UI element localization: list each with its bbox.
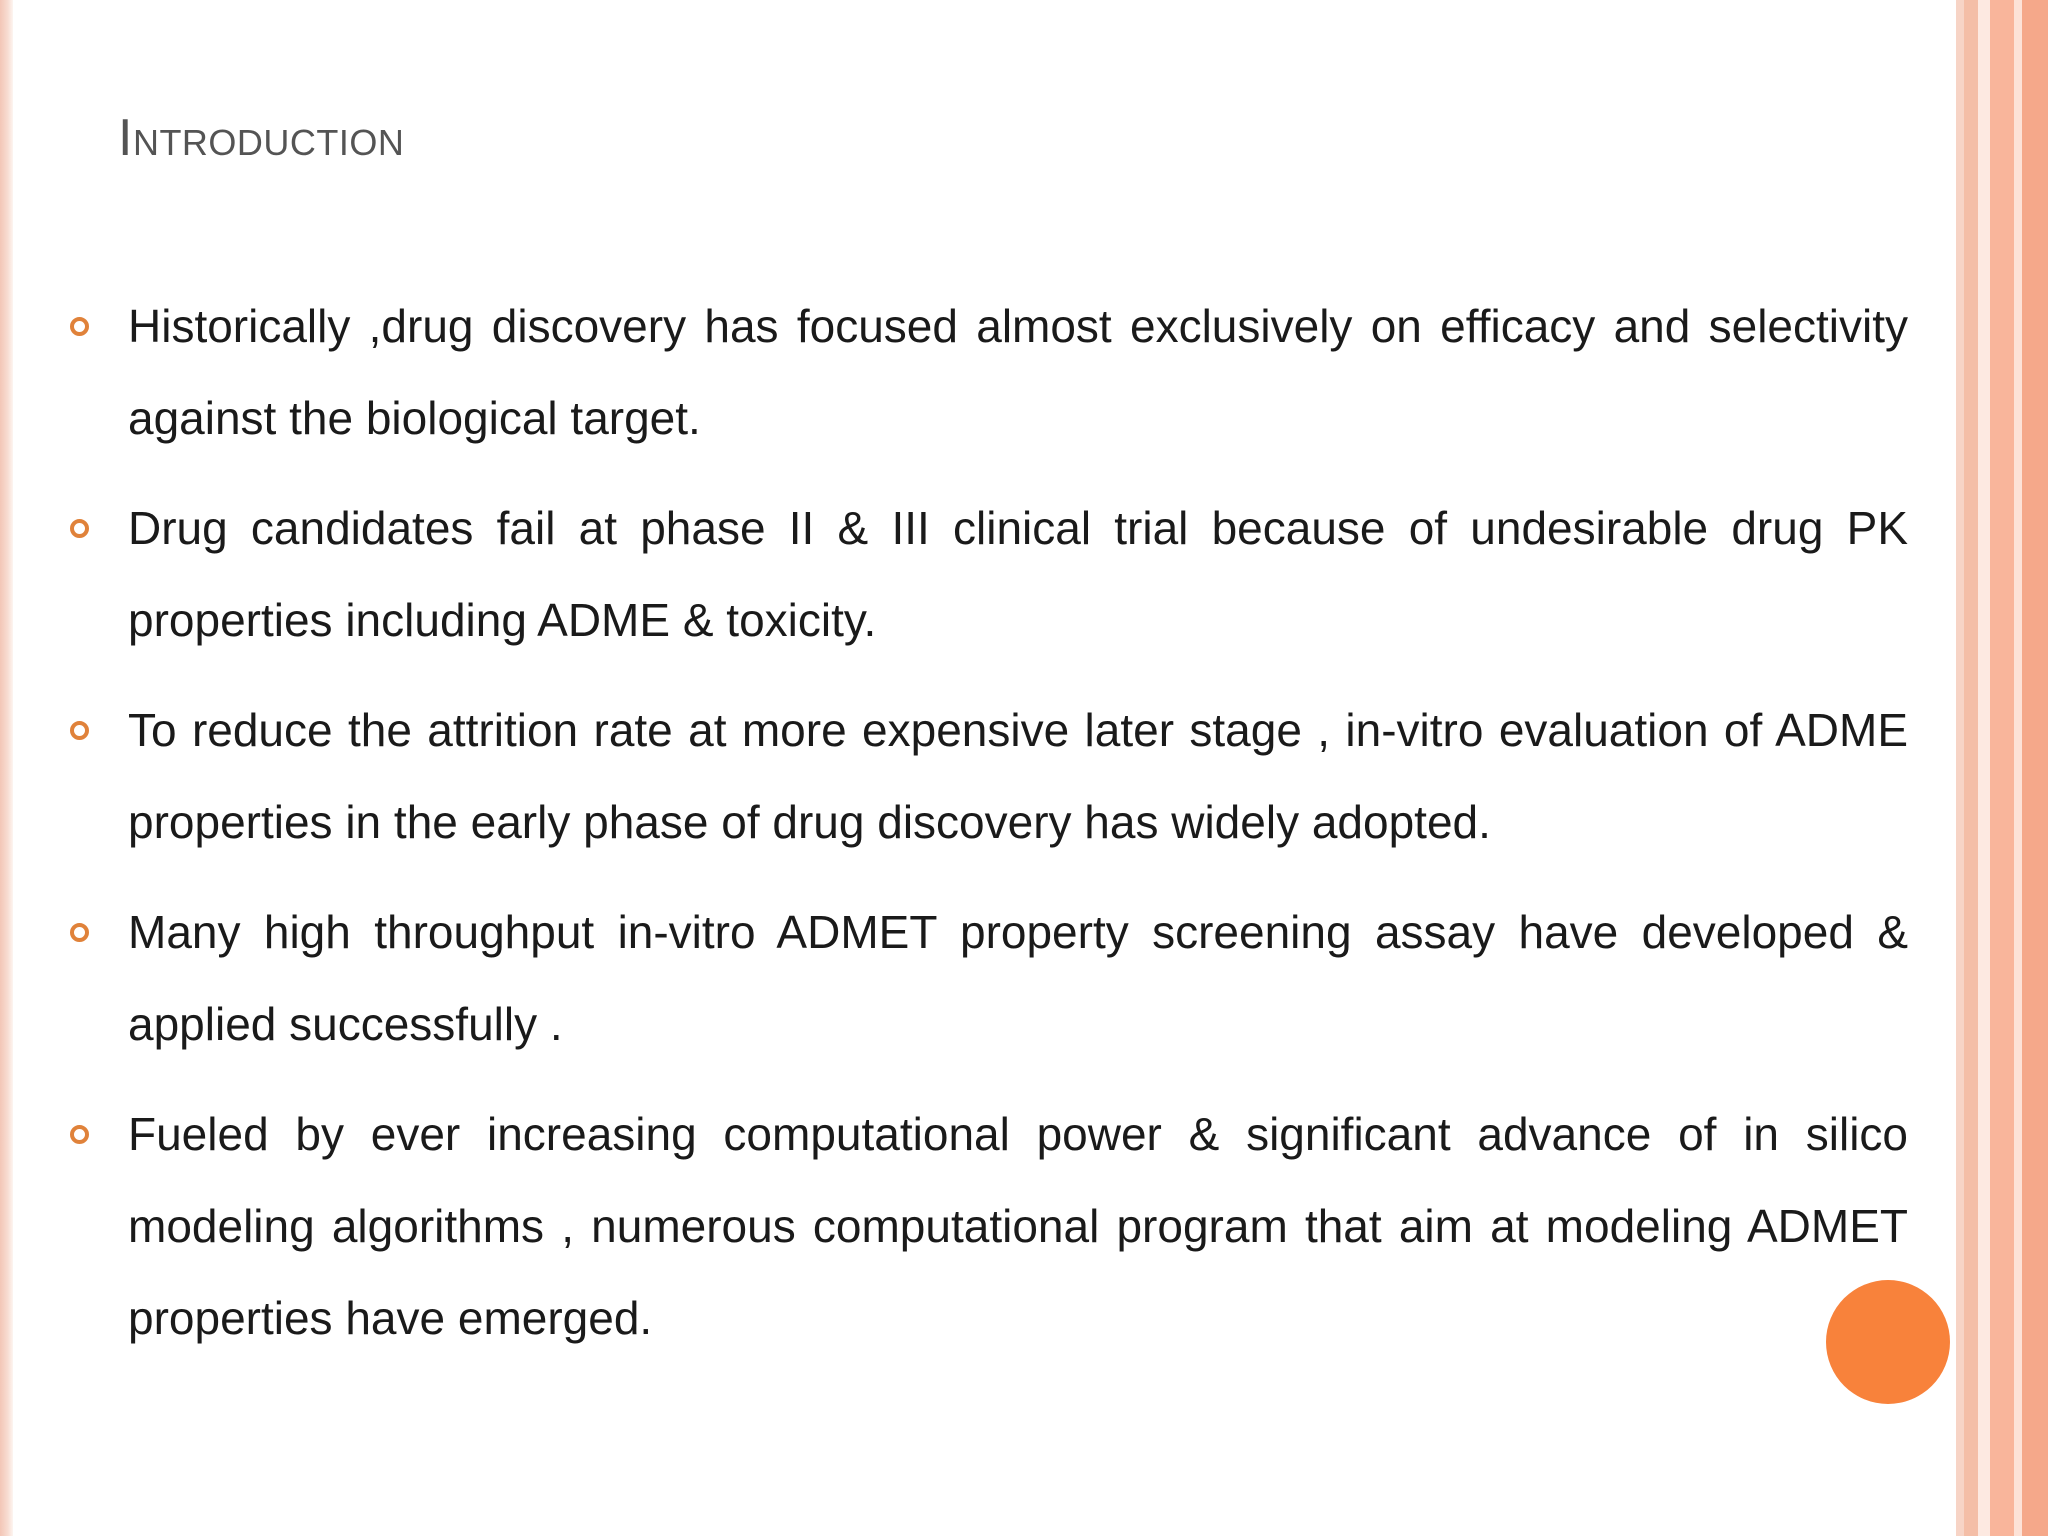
frame-stripe xyxy=(1956,0,1964,1536)
bullet-text: Historically ,drug discovery has focused almost exclusively on efficacy and selectivity against the biological target. xyxy=(128,300,1908,444)
bullet-item xyxy=(64,280,1908,464)
frame-stripe xyxy=(2014,0,2022,1536)
bullet-text: To reduce the attrition rate at more expensive later stage , in-vitro evaluation of ADME properties in the early phase of drug discovery has widely adopted. xyxy=(128,704,1908,848)
slide-title: Introduction xyxy=(118,109,405,167)
bullet-item xyxy=(64,1088,1908,1364)
bullet-item xyxy=(64,684,1908,868)
orange-circle-decoration xyxy=(1826,1280,1950,1404)
bullet-item xyxy=(64,482,1908,666)
bullet-text: Fueled by ever increasing computational power & significant advance of in silico modeling algorithms , numerous computational program that aim at modeling ADMET properties have emerged. xyxy=(128,1108,1908,1344)
right-decorative-frame xyxy=(1956,0,2048,1536)
bullet-text: Drug candidates fail at phase II & III clinical trial because of undesirable drug PK properties including ADME & toxicity. xyxy=(128,502,1908,646)
bullet-text: Many high throughput in-vitro ADMET property screening assay have developed & applied successfully . xyxy=(128,906,1908,1050)
bullet-list xyxy=(64,280,1908,1382)
hollow-circle-bullet-icon xyxy=(70,1125,89,1144)
hollow-circle-bullet-icon xyxy=(70,519,89,538)
bullet-item xyxy=(64,886,1908,1070)
frame-stripe xyxy=(1978,0,1990,1536)
frame-stripe xyxy=(2022,0,2048,1536)
hollow-circle-bullet-icon xyxy=(70,923,89,942)
frame-stripe xyxy=(1990,0,2014,1536)
left-frame-border xyxy=(0,0,13,1536)
hollow-circle-bullet-icon xyxy=(70,721,89,740)
frame-stripe xyxy=(1964,0,1978,1536)
hollow-circle-bullet-icon xyxy=(70,317,89,336)
